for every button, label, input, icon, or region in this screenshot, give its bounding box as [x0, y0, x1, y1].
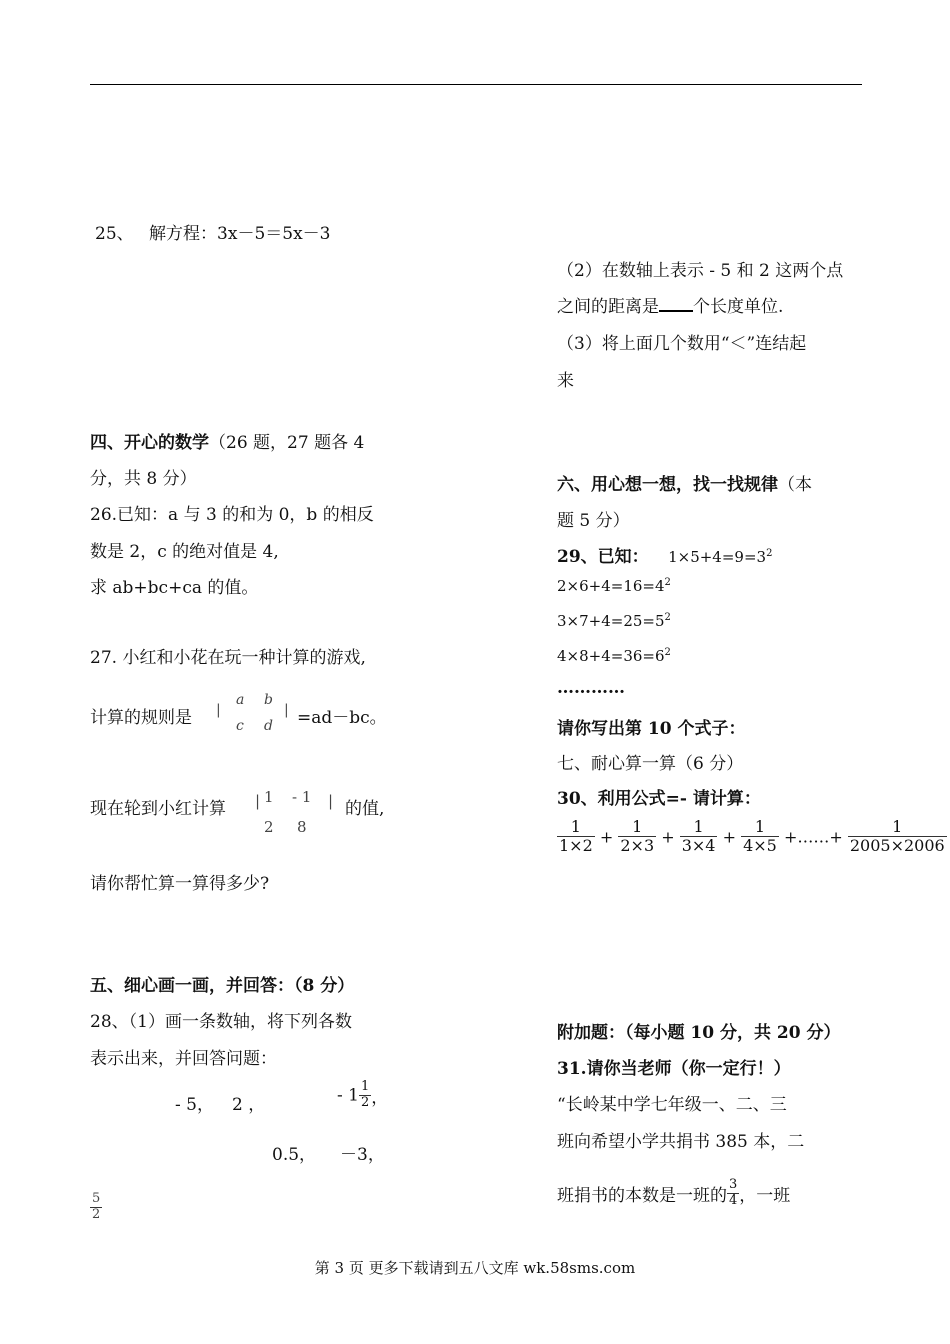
question-31-title: 31.请你当老师（你一定行！） [557, 1059, 791, 1079]
question-31-line3: 班捐书的本数是一班的 $\frac{3}{4}$ ，一班 [557, 1177, 791, 1208]
question-26-line1: 26.已知：a 与 3 的和为 0，b 的相反 [90, 505, 374, 525]
section-7-heading: 七、耐心算一算（6 分） [557, 754, 744, 774]
question-28-part3-line1: （3）将上面几个数用“＜”连结起 [557, 334, 807, 354]
question-25: 25、 解方程：3x－5＝5x－3 [95, 224, 331, 244]
fraction-term: $\frac{1}{1\times 2}$ [559, 817, 593, 856]
question-27-line1: 27. 小红和小花在玩一种计算的游戏, [90, 648, 366, 668]
header-rule [90, 84, 862, 85]
question-27-line3-suffix: 的值, [345, 799, 385, 819]
question-27-line4: 请你帮忙算一算得多少? [90, 874, 270, 894]
bonus-heading: 附加题：（每小题 10 分，共 20 分） [557, 1023, 841, 1043]
answer-blank [659, 296, 693, 312]
equation-4: $4\times 8+4=36=6^2$ [557, 647, 671, 665]
number-five-halves: $\frac{5}{2}$ [92, 1191, 101, 1222]
question-28-part3-line2: 来 [557, 371, 574, 391]
section-6-note: 题 5 分） [557, 511, 630, 531]
question-28-part2-line1: （2）在数轴上表示 - 5 和 2 这两个点 [557, 261, 844, 281]
section-4-note: 分，共 8 分） [90, 469, 197, 489]
question-26-line2: 数是 2，c 的绝对值是 4, [90, 542, 279, 562]
ellipsis-dots: ………… [557, 678, 625, 698]
equation-3: $3\times 7+4=25=5^2$ [557, 612, 671, 630]
question-28-line1: 28、（1）画一条数轴，将下列各数 [90, 1012, 352, 1032]
fraction-term: $\frac{1}{3\times 4}$ [681, 817, 716, 856]
question-26-line3: 求 ab+bc+ca 的值。 [90, 578, 259, 598]
question-27-rule-prefix: 计算的规则是 [90, 708, 192, 728]
question-28-line2: 表示出来，并回答问题： [90, 1049, 277, 1069]
question-27-rule-suffix: =ad－bc。 [297, 708, 387, 728]
number-neg3: －3， [340, 1145, 385, 1165]
section-5-heading: 五、细心画一画，并回答：（8 分） [90, 976, 355, 996]
number-0-5: 0.5， [272, 1145, 317, 1165]
question-31-line2: 班向希望小学共捐书 385 本，二 [557, 1132, 805, 1152]
section-6-heading: 六、用心想一想，找一找规律（本 [557, 475, 812, 495]
fraction-term-last: $\frac{1}{2005\times 2006}$ [849, 817, 945, 856]
page-footer: 第 3 页 更多下载请到五八文库 wk.58sms.com [314, 1259, 636, 1277]
question-29-label: 29、已知： $1\times 5+4=9=3^2$ [557, 547, 773, 567]
fraction-term: $\frac{1}{4\times 5}$ [743, 817, 777, 856]
question-29-ask: 请你写出第 10 个式子： [557, 719, 746, 739]
question-30-label: 30、利用公式=- 请计算： [557, 789, 761, 809]
section-4-heading: 四、开心的数学（26 题，27 题各 4 [90, 433, 365, 453]
number-mixed-fraction: - 1 $\frac{1}{2}$ ， [337, 1079, 389, 1110]
fraction-term: $\frac{1}{2\times 3}$ [620, 817, 655, 856]
question-28-part2-line2: 之间的距离是 个长度单位. [557, 297, 784, 317]
number-neg5: - 5， [175, 1095, 214, 1115]
series-expression: $\frac{1}{1\times 2}$ + $\frac{1}{2\times 3}$ + $\frac{1}{3\times 4}$ + $\frac{1}{4\times 5}$ +……+ $\frac{1}{2005\times 2006}$ [559, 817, 945, 856]
question-31-line1: “长岭某中学七年级一、二、三 [557, 1095, 787, 1115]
equation-2: $2\times 6+4=16=4^2$ [557, 577, 671, 595]
number-2: 2 ， [232, 1095, 266, 1115]
question-27-line3-prefix: 现在轮到小红计算 [90, 799, 226, 819]
